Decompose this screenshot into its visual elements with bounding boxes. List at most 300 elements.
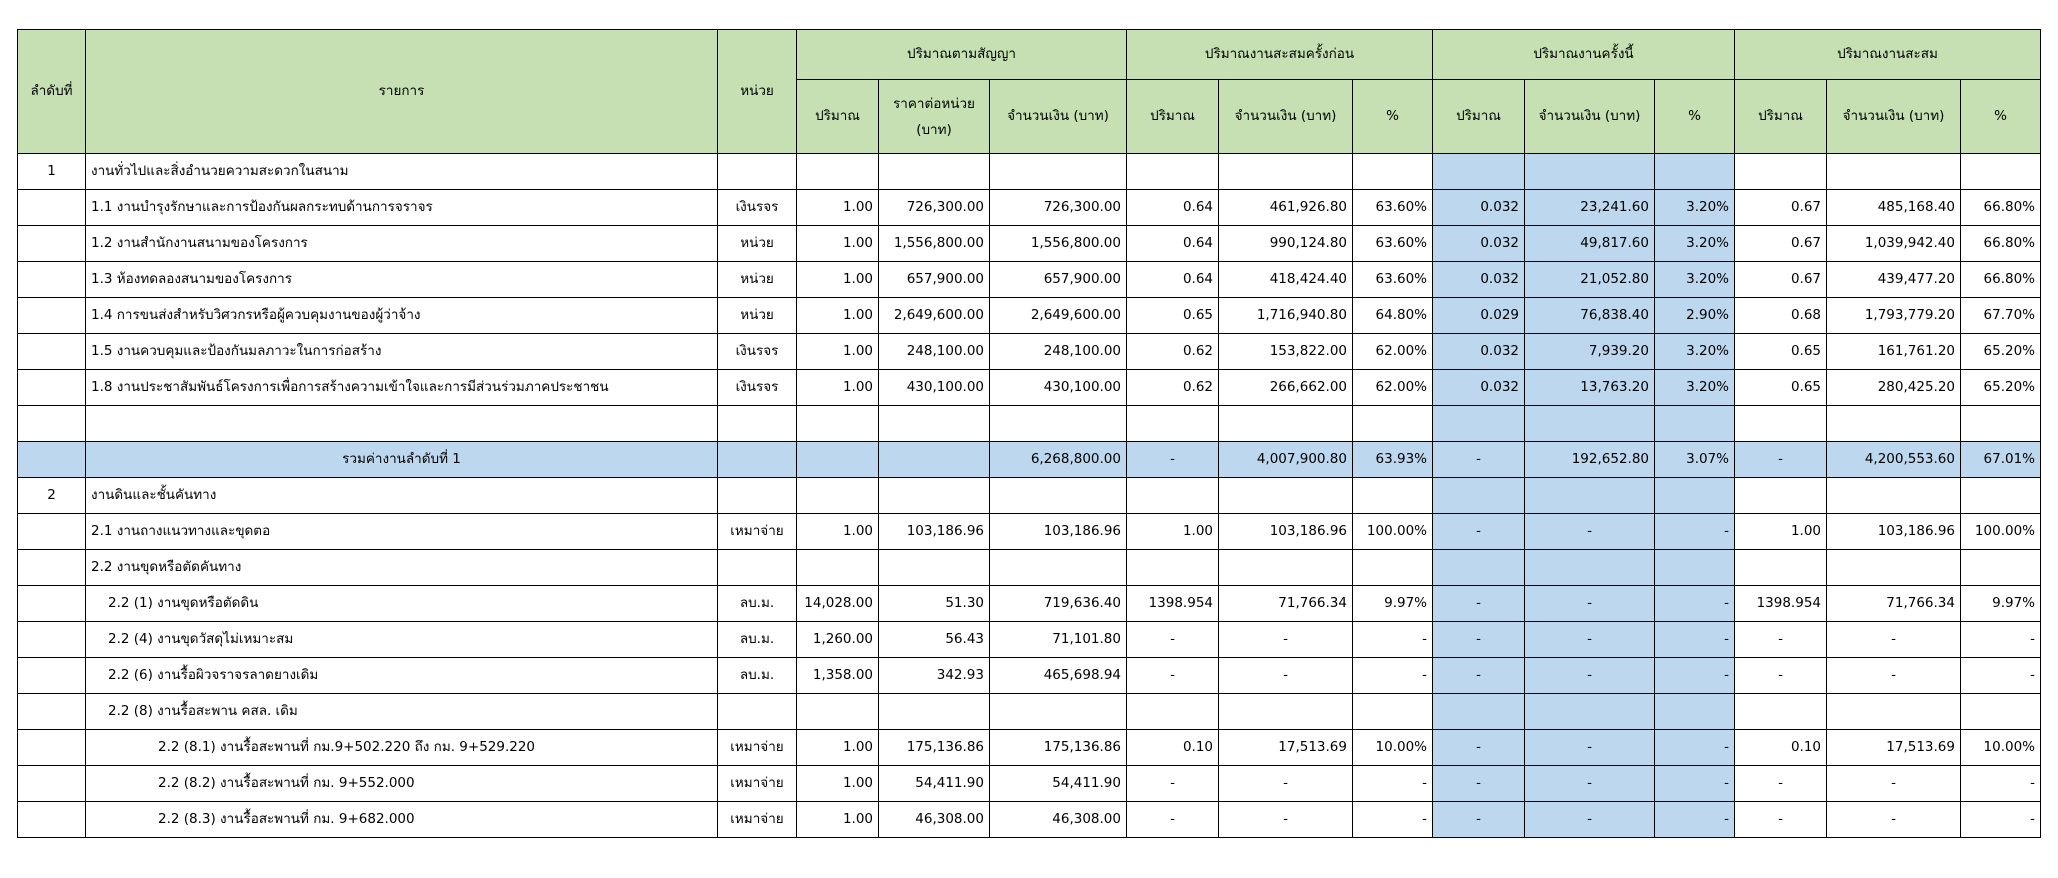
cell-item: 1.1 งานบำรุงรักษาและการป้องกันผลกระทบด้านการจราจร	[86, 190, 718, 226]
cell-contract-amount: 6,268,800.00	[990, 442, 1127, 478]
cell-cum-pct	[1961, 550, 2041, 586]
cell-contract-unit-price: 1,556,800.00	[879, 226, 990, 262]
cell-cum-pct	[1961, 406, 2041, 442]
cell-curr-qty: -	[1433, 514, 1525, 550]
cell-curr-pct: 3.20%	[1655, 190, 1735, 226]
cell-contract-amount	[990, 406, 1127, 442]
cell-prev-qty: 0.62	[1127, 334, 1219, 370]
cell-contract-unit-price: 657,900.00	[879, 262, 990, 298]
cell-cum-qty	[1735, 694, 1827, 730]
cell-prev-pct	[1353, 154, 1433, 190]
cell-contract-qty: 1.00	[797, 730, 879, 766]
cell-prev-qty: -	[1127, 442, 1219, 478]
cell-curr-amount	[1525, 478, 1655, 514]
cell-unit	[718, 550, 797, 586]
cell-seq	[18, 586, 86, 622]
table-row	[18, 226, 2041, 262]
cell-prev-qty: 0.62	[1127, 370, 1219, 406]
cell-contract-amount: 46,308.00	[990, 802, 1127, 838]
cell-contract-unit-price	[879, 478, 990, 514]
cell-curr-pct: -	[1655, 802, 1735, 838]
cell-curr-qty: -	[1433, 730, 1525, 766]
cell-unit	[718, 478, 797, 514]
cell-contract-amount: 103,186.96	[990, 514, 1127, 550]
header-group-cumulative: ปริมาณงานสะสม	[1735, 30, 2041, 80]
cell-seq	[18, 226, 86, 262]
cell-contract-amount: 719,636.40	[990, 586, 1127, 622]
cell-prev-amount	[1219, 154, 1353, 190]
cell-seq	[18, 514, 86, 550]
cell-prev-amount: -	[1219, 766, 1353, 802]
table-row	[18, 406, 2041, 442]
cell-item: 2.2 (8.3) งานรื้อสะพานที่ กม. 9+682.000	[86, 802, 718, 838]
table-row	[18, 730, 2041, 766]
cell-cum-amount: 439,477.20	[1827, 262, 1961, 298]
cell-cum-amount	[1827, 550, 1961, 586]
cell-curr-pct: -	[1655, 730, 1735, 766]
cell-cum-pct: 10.00%	[1961, 730, 2041, 766]
cell-cum-amount	[1827, 478, 1961, 514]
cell-curr-pct	[1655, 478, 1735, 514]
cell-cum-pct: 65.20%	[1961, 334, 2041, 370]
cell-cum-qty: -	[1735, 766, 1827, 802]
cell-prev-amount: -	[1219, 802, 1353, 838]
cell-contract-qty: 1.00	[797, 298, 879, 334]
cell-contract-amount: 430,100.00	[990, 370, 1127, 406]
cell-item: งานดินและชั้นคันทาง	[86, 478, 718, 514]
cell-curr-qty: 0.032	[1433, 262, 1525, 298]
cell-cum-qty: 0.10	[1735, 730, 1827, 766]
cell-cum-qty	[1735, 550, 1827, 586]
cell-curr-pct: -	[1655, 766, 1735, 802]
cell-curr-amount	[1525, 406, 1655, 442]
header-curr-amount: จำนวนเงิน (บาท)	[1525, 80, 1655, 154]
cell-item: 1.5 งานควบคุมและป้องกันมลภาวะในการก่อสร้าง	[86, 334, 718, 370]
cell-curr-pct: -	[1655, 658, 1735, 694]
cell-contract-qty: 1.00	[797, 226, 879, 262]
cell-curr-amount: -	[1525, 730, 1655, 766]
cell-curr-qty: 0.032	[1433, 190, 1525, 226]
cell-cum-qty: 1.00	[1735, 514, 1827, 550]
cell-unit: ลบ.ม.	[718, 658, 797, 694]
cell-prev-amount: 17,513.69	[1219, 730, 1353, 766]
cell-contract-amount	[990, 694, 1127, 730]
cell-prev-qty: 0.64	[1127, 190, 1219, 226]
cell-cum-pct: 65.20%	[1961, 370, 2041, 406]
table-row	[18, 514, 2041, 550]
cell-curr-pct	[1655, 694, 1735, 730]
header-contract-amount: จำนวนเงิน (บาท)	[990, 80, 1127, 154]
cell-contract-amount	[990, 550, 1127, 586]
cell-cum-pct	[1961, 154, 2041, 190]
cell-item: 2.2 (1) งานขุดหรือตัดดิน	[86, 586, 718, 622]
cell-curr-amount	[1525, 550, 1655, 586]
cell-contract-qty: 1,358.00	[797, 658, 879, 694]
header-prev-qty: ปริมาณ	[1127, 80, 1219, 154]
cell-contract-unit-price: 46,308.00	[879, 802, 990, 838]
section-row	[18, 154, 2041, 190]
cell-cum-pct	[1961, 694, 2041, 730]
table-row	[18, 586, 2041, 622]
cell-cum-amount: 485,168.40	[1827, 190, 1961, 226]
cell-curr-pct: 3.20%	[1655, 226, 1735, 262]
cell-seq: 1	[18, 154, 86, 190]
cell-cum-qty: -	[1735, 658, 1827, 694]
cell-contract-qty	[797, 442, 879, 478]
cell-seq	[18, 766, 86, 802]
cell-curr-qty: -	[1433, 766, 1525, 802]
cell-cum-amount: 1,793,779.20	[1827, 298, 1961, 334]
cell-item: 2.2 (8.2) งานรื้อสะพานที่ กม. 9+552.000	[86, 766, 718, 802]
cell-item	[86, 406, 718, 442]
cell-item: 2.2 (8.1) งานรื้อสะพานที่ กม.9+502.220 ถึง กม. 9+529.220	[86, 730, 718, 766]
cell-contract-unit-price: 51.30	[879, 586, 990, 622]
cell-prev-qty: -	[1127, 802, 1219, 838]
cell-contract-qty	[797, 478, 879, 514]
cell-curr-amount: 49,817.60	[1525, 226, 1655, 262]
cell-curr-pct: -	[1655, 622, 1735, 658]
cell-seq	[18, 190, 86, 226]
cell-cum-pct: 67.70%	[1961, 298, 2041, 334]
cell-seq	[18, 370, 86, 406]
cell-contract-amount	[990, 478, 1127, 514]
cell-curr-pct: 2.90%	[1655, 298, 1735, 334]
cell-contract-unit-price: 342.93	[879, 658, 990, 694]
cell-curr-amount: -	[1525, 622, 1655, 658]
cell-curr-amount: -	[1525, 586, 1655, 622]
cell-contract-amount: 71,101.80	[990, 622, 1127, 658]
cell-curr-amount: -	[1525, 766, 1655, 802]
cell-cum-qty	[1735, 406, 1827, 442]
cell-item: 1.8 งานประชาสัมพันธ์โครงการเพื่อการสร้างความเข้าใจและการมีส่วนร่วมภาคประชาชน	[86, 370, 718, 406]
cell-prev-pct: 62.00%	[1353, 370, 1433, 406]
header-contract-unit-price: ราคาต่อหน่วย (บาท)	[879, 80, 990, 154]
cell-curr-amount: 23,241.60	[1525, 190, 1655, 226]
cell-cum-qty: 0.67	[1735, 226, 1827, 262]
cell-contract-qty: 1.00	[797, 190, 879, 226]
cell-cum-pct: 9.97%	[1961, 586, 2041, 622]
cell-item: 2.2 (4) งานขุดวัสดุไม่เหมาะสม	[86, 622, 718, 658]
cell-seq	[18, 658, 86, 694]
cell-item: รวมค่างานลำดับที่ 1	[86, 442, 718, 478]
cell-unit: เงินรจร	[718, 370, 797, 406]
header-group-current: ปริมาณงานครั้งนี้	[1433, 30, 1735, 80]
cell-curr-pct: 3.20%	[1655, 370, 1735, 406]
cell-unit: เหมาจ่าย	[718, 802, 797, 838]
cell-curr-qty: -	[1433, 802, 1525, 838]
cell-item: 2.2 งานขุดหรือตัดคันทาง	[86, 550, 718, 586]
cell-prev-amount: 4,007,900.80	[1219, 442, 1353, 478]
cell-seq	[18, 406, 86, 442]
cell-curr-pct: 3.20%	[1655, 262, 1735, 298]
cell-contract-amount: 1,556,800.00	[990, 226, 1127, 262]
cell-unit: เหมาจ่าย	[718, 514, 797, 550]
cell-cum-amount: -	[1827, 802, 1961, 838]
cell-unit: เงินรจร	[718, 190, 797, 226]
cell-seq	[18, 730, 86, 766]
cell-contract-qty: 14,028.00	[797, 586, 879, 622]
cell-contract-amount: 657,900.00	[990, 262, 1127, 298]
cell-prev-qty	[1127, 478, 1219, 514]
cell-seq	[18, 802, 86, 838]
header-cum-qty: ปริมาณ	[1735, 80, 1827, 154]
cell-contract-qty: 1.00	[797, 370, 879, 406]
cell-unit: หน่วย	[718, 226, 797, 262]
table-row	[18, 622, 2041, 658]
cell-cum-qty: -	[1735, 802, 1827, 838]
cell-curr-qty: -	[1433, 658, 1525, 694]
cell-unit: เงินรจร	[718, 334, 797, 370]
cell-unit: เหมาจ่าย	[718, 730, 797, 766]
cell-cum-pct: 67.01%	[1961, 442, 2041, 478]
cell-cum-qty: 0.67	[1735, 190, 1827, 226]
cell-curr-qty	[1433, 478, 1525, 514]
cell-contract-unit-price	[879, 406, 990, 442]
cell-seq	[18, 442, 86, 478]
cell-curr-qty: -	[1433, 442, 1525, 478]
cell-contract-unit-price: 56.43	[879, 622, 990, 658]
header-prev-pct: %	[1353, 80, 1433, 154]
cell-cum-pct: 100.00%	[1961, 514, 2041, 550]
table-row	[18, 298, 2041, 334]
cell-cum-pct: 66.80%	[1961, 190, 2041, 226]
cell-curr-qty	[1433, 154, 1525, 190]
cell-seq	[18, 550, 86, 586]
cell-cum-qty: -	[1735, 442, 1827, 478]
cell-prev-qty: 0.10	[1127, 730, 1219, 766]
cell-cum-amount: 1,039,942.40	[1827, 226, 1961, 262]
cell-contract-qty: 1.00	[797, 334, 879, 370]
cell-prev-pct: -	[1353, 802, 1433, 838]
header-prev-amount: จำนวนเงิน (บาท)	[1219, 80, 1353, 154]
table-row	[18, 334, 2041, 370]
cell-cum-pct: 66.80%	[1961, 262, 2041, 298]
table-row	[18, 550, 2041, 586]
cell-item: 1.2 งานสำนักงานสนามของโครงการ	[86, 226, 718, 262]
cell-prev-qty: -	[1127, 766, 1219, 802]
cell-curr-pct	[1655, 154, 1735, 190]
cell-curr-qty: 0.029	[1433, 298, 1525, 334]
cell-cum-amount: 71,766.34	[1827, 586, 1961, 622]
cell-cum-qty: -	[1735, 622, 1827, 658]
cell-contract-qty: 1.00	[797, 514, 879, 550]
cell-item: 2.2 (6) งานรื้อผิวจราจรลาดยางเดิม	[86, 658, 718, 694]
cell-cum-pct	[1961, 478, 2041, 514]
cell-prev-pct	[1353, 694, 1433, 730]
header-curr-pct: %	[1655, 80, 1735, 154]
cell-cum-qty: 0.67	[1735, 262, 1827, 298]
cell-prev-pct: -	[1353, 766, 1433, 802]
cell-item: 2.2 (8) งานรื้อสะพาน คสล. เดิม	[86, 694, 718, 730]
cell-cum-qty	[1735, 478, 1827, 514]
cell-cum-pct: -	[1961, 766, 2041, 802]
cell-prev-pct	[1353, 406, 1433, 442]
table-row	[18, 694, 2041, 730]
cell-contract-qty	[797, 694, 879, 730]
cell-prev-qty: 1.00	[1127, 514, 1219, 550]
cell-cum-amount	[1827, 406, 1961, 442]
cell-contract-qty	[797, 406, 879, 442]
cell-curr-amount: 21,052.80	[1525, 262, 1655, 298]
cell-unit: หน่วย	[718, 262, 797, 298]
cell-contract-unit-price	[879, 154, 990, 190]
header-group-previous: ปริมาณงานสะสมครั้งก่อน	[1127, 30, 1433, 80]
cell-seq	[18, 334, 86, 370]
cell-item: 2.1 งานถางแนวทางและขุดตอ	[86, 514, 718, 550]
cell-item: งานทั่วไปและสิ่งอำนวยความสะดวกในสนาม	[86, 154, 718, 190]
cell-contract-unit-price: 726,300.00	[879, 190, 990, 226]
cell-curr-qty	[1433, 550, 1525, 586]
cell-curr-amount: -	[1525, 802, 1655, 838]
cell-prev-qty: 0.65	[1127, 298, 1219, 334]
cell-cum-pct: -	[1961, 622, 2041, 658]
cell-item: 1.3 ห้องทดลองสนามของโครงการ	[86, 262, 718, 298]
cell-prev-amount: 990,124.80	[1219, 226, 1353, 262]
cell-curr-pct: 3.07%	[1655, 442, 1735, 478]
cell-cum-amount	[1827, 154, 1961, 190]
cell-curr-pct: -	[1655, 586, 1735, 622]
cell-cum-amount: 4,200,553.60	[1827, 442, 1961, 478]
cell-unit: ลบ.ม.	[718, 622, 797, 658]
cell-prev-amount: 153,822.00	[1219, 334, 1353, 370]
cell-curr-amount: -	[1525, 658, 1655, 694]
cell-prev-qty: -	[1127, 658, 1219, 694]
cell-prev-pct	[1353, 478, 1433, 514]
cell-cum-pct: 66.80%	[1961, 226, 2041, 262]
cell-seq	[18, 298, 86, 334]
cell-contract-qty	[797, 550, 879, 586]
cell-cum-amount: 17,513.69	[1827, 730, 1961, 766]
cell-contract-amount: 248,100.00	[990, 334, 1127, 370]
cell-contract-qty	[797, 154, 879, 190]
header-curr-qty: ปริมาณ	[1433, 80, 1525, 154]
cell-prev-pct: 9.97%	[1353, 586, 1433, 622]
header-item: รายการ	[86, 30, 718, 154]
cell-contract-qty: 1,260.00	[797, 622, 879, 658]
cell-prev-amount: 71,766.34	[1219, 586, 1353, 622]
table-body	[18, 154, 2041, 838]
cell-cum-qty	[1735, 154, 1827, 190]
cell-prev-pct	[1353, 550, 1433, 586]
cell-curr-qty	[1433, 406, 1525, 442]
cell-curr-amount: -	[1525, 514, 1655, 550]
cell-curr-amount: 76,838.40	[1525, 298, 1655, 334]
header-cum-pct: %	[1961, 80, 2041, 154]
cell-prev-qty: -	[1127, 622, 1219, 658]
cell-contract-unit-price	[879, 694, 990, 730]
cell-prev-pct: 63.60%	[1353, 262, 1433, 298]
cell-unit: เหมาจ่าย	[718, 766, 797, 802]
cell-contract-qty: 1.00	[797, 262, 879, 298]
header-cum-amount: จำนวนเงิน (บาท)	[1827, 80, 1961, 154]
cell-contract-amount: 465,698.94	[990, 658, 1127, 694]
cell-seq: 2	[18, 478, 86, 514]
cell-contract-unit-price: 2,649,600.00	[879, 298, 990, 334]
header-contract-qty: ปริมาณ	[797, 80, 879, 154]
cell-unit	[718, 406, 797, 442]
header-seq: ลำดับที่	[18, 30, 86, 154]
cell-prev-amount	[1219, 550, 1353, 586]
cell-prev-qty: 0.64	[1127, 226, 1219, 262]
cell-prev-qty	[1127, 406, 1219, 442]
cell-seq	[18, 622, 86, 658]
cell-prev-pct: 64.80%	[1353, 298, 1433, 334]
table-row	[18, 190, 2041, 226]
cell-curr-pct	[1655, 550, 1735, 586]
cell-contract-qty: 1.00	[797, 766, 879, 802]
cell-curr-qty	[1433, 694, 1525, 730]
cell-curr-pct: -	[1655, 514, 1735, 550]
summary-row	[18, 442, 2041, 478]
cell-prev-amount: -	[1219, 622, 1353, 658]
cell-cum-amount: -	[1827, 622, 1961, 658]
cell-unit: หน่วย	[718, 298, 797, 334]
table-row	[18, 370, 2041, 406]
cell-curr-qty: 0.032	[1433, 334, 1525, 370]
cell-prev-amount: 266,662.00	[1219, 370, 1353, 406]
cell-cum-pct: -	[1961, 802, 2041, 838]
cell-item: 1.4 การขนส่งสำหรับวิศวกรหรือผู้ควบคุมงานของผู้ว่าจ้าง	[86, 298, 718, 334]
cell-prev-qty: 0.64	[1127, 262, 1219, 298]
cell-cum-amount: -	[1827, 658, 1961, 694]
cell-unit: ลบ.ม.	[718, 586, 797, 622]
cell-contract-unit-price: 175,136.86	[879, 730, 990, 766]
cell-prev-amount	[1219, 406, 1353, 442]
table-row	[18, 658, 2041, 694]
cell-prev-qty	[1127, 694, 1219, 730]
cell-contract-unit-price: 248,100.00	[879, 334, 990, 370]
progress-table	[17, 29, 2041, 838]
header-unit: หน่วย	[718, 30, 797, 154]
cell-cum-amount: 161,761.20	[1827, 334, 1961, 370]
cell-unit	[718, 442, 797, 478]
header-group-contract: ปริมาณตามสัญญา	[797, 30, 1127, 80]
cell-curr-qty: -	[1433, 586, 1525, 622]
section-row	[18, 478, 2041, 514]
table-row	[18, 262, 2041, 298]
cell-prev-pct: -	[1353, 622, 1433, 658]
cell-prev-amount: 103,186.96	[1219, 514, 1353, 550]
cell-cum-qty: 0.68	[1735, 298, 1827, 334]
cell-cum-amount: -	[1827, 766, 1961, 802]
cell-cum-amount: 280,425.20	[1827, 370, 1961, 406]
cell-curr-pct	[1655, 406, 1735, 442]
cell-curr-qty: -	[1433, 622, 1525, 658]
cell-contract-unit-price: 54,411.90	[879, 766, 990, 802]
cell-unit	[718, 694, 797, 730]
cell-prev-pct: -	[1353, 658, 1433, 694]
cell-cum-qty: 0.65	[1735, 370, 1827, 406]
cell-prev-amount: 418,424.40	[1219, 262, 1353, 298]
cell-contract-amount: 2,649,600.00	[990, 298, 1127, 334]
table-row	[18, 802, 2041, 838]
cell-contract-unit-price	[879, 442, 990, 478]
cell-cum-pct: -	[1961, 658, 2041, 694]
cell-prev-pct: 63.60%	[1353, 226, 1433, 262]
cell-contract-unit-price: 430,100.00	[879, 370, 990, 406]
cell-contract-amount: 175,136.86	[990, 730, 1127, 766]
cell-seq	[18, 694, 86, 730]
cell-prev-qty	[1127, 550, 1219, 586]
cell-prev-amount	[1219, 478, 1353, 514]
cell-contract-amount	[990, 154, 1127, 190]
cell-prev-amount: -	[1219, 658, 1353, 694]
cell-curr-amount: 192,652.80	[1525, 442, 1655, 478]
cell-prev-amount	[1219, 694, 1353, 730]
cell-prev-amount: 461,926.80	[1219, 190, 1353, 226]
cell-cum-amount: 103,186.96	[1827, 514, 1961, 550]
cell-cum-amount	[1827, 694, 1961, 730]
